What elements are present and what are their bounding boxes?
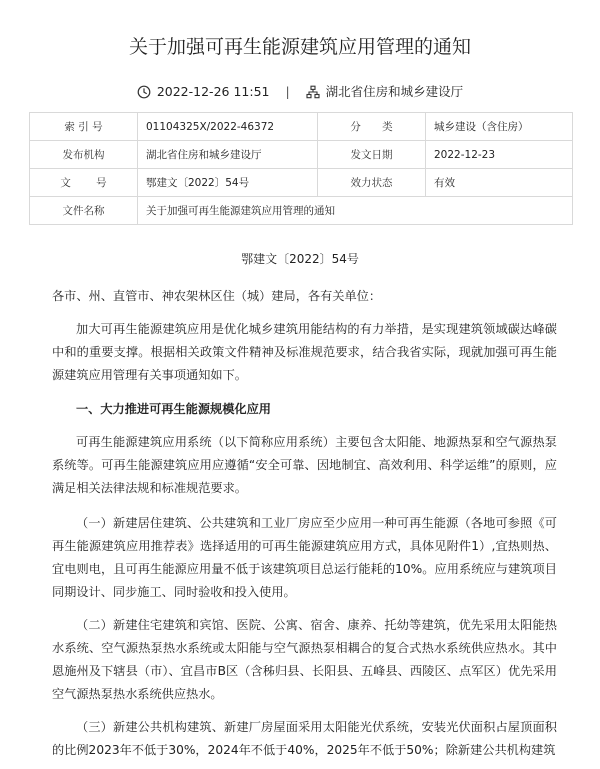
category-label: 分 类 [318, 113, 426, 141]
filename-value: 关于加强可再生能源建筑应用管理的通知 [138, 197, 573, 225]
page-title: 关于加强可再生能源建筑应用管理的通知 [128, 36, 471, 58]
intro-paragraph: 加大可再生能源建筑应用是优化城乡建筑用能结构的有力举措，是实现建筑领域碳达峰碳中和的重要支撑。根据相关政策文件精神及标准规范要求，结合我省实际，现就加强可再生能源建筑应用管理有关事项通知如下。 [52, 322, 557, 382]
item-2-paragraph: （二）新建住宅建筑和宾馆、医院、公寓、宿舍、康养、托幼等建筑，优先采用太阳能热水系统、空气源热泵热水系统或太阳能与空气源热泵相耦合的复合式热水系统供应热水。其中恩施州及下辖县（市）、宜昌市B区（含秭归县、长阳县、五峰县、西陵区、点军区）优先采用空气源热泵热水系统供应热水。 [52, 618, 557, 701]
meta-bar [0, 82, 600, 100]
date-value: 2022-12-23 [426, 141, 573, 169]
docnum-value: 鄂建文〔2022〕54号 [138, 169, 318, 197]
index-value: 01104325X/2022-46372 [138, 113, 318, 141]
item-3-paragraph: （三）新建公共机构建筑、新建厂房屋面采用太阳能光伏系统，安装光伏面积占屋顶面积的比例2023年不低于30%，2024年不低于40%，2025年不低于50%；除新建公共机构建筑 [52, 720, 557, 757]
salutation: 各市、州、直管市、神农架林区住（城）建局，各有关单位： [52, 289, 382, 303]
status-label: 效力状态 [318, 169, 426, 197]
table-row [30, 113, 573, 141]
item-1-paragraph: （一）新建居住建筑、公共建筑和工业厂房应至少应用一种可再生能源（各地可参照《可再生能源建筑应用推荐表》选择适用的可再生能源建筑应用方式，具体见附件1）,宜热则热、宜电则电，且可再生能源应用量不低于该建筑项目总运行能耗的10%。应用系统应与建筑项目同期设计、同步施工、同时验收和投入使用。 [52, 516, 557, 599]
date-label: 发文日期 [318, 141, 426, 169]
meta-separator: | [285, 84, 290, 99]
org-chart-icon [306, 84, 326, 99]
section-heading: 一、大力推进可再生能源规模化应用 [76, 402, 271, 416]
clock-icon [137, 84, 157, 99]
filename-label: 文件名称 [30, 197, 138, 225]
section1-paragraph: 可再生能源建筑应用系统（以下简称应用系统）主要包含太阳能、地源热泵和空气源热泵系统等。可再生能源建筑应用应遵循“安全可靠、因地制宜、高效利用、科学运维”的原则，应满足相关法律法规和标准规范要求。 [52, 435, 557, 495]
publish-datetime: 2022-12-26 11:51 [156, 84, 270, 99]
table-row [30, 141, 573, 169]
table-row [30, 169, 573, 197]
table-row [30, 197, 573, 225]
org-label: 发布机构 [30, 141, 138, 169]
status-value: 有效 [426, 169, 573, 197]
document-info-table [29, 112, 573, 225]
doc-number: 鄂建文〔2022〕54号 [241, 252, 359, 266]
org-value: 湖北省住房和城乡建设厅 [138, 141, 318, 169]
docnum-label: 文 号 [30, 169, 138, 197]
category-value: 城乡建设（含住房） [426, 113, 573, 141]
publisher-name: 湖北省住房和城乡建设厅 [325, 84, 464, 99]
index-label: 索 引 号 [30, 113, 138, 141]
